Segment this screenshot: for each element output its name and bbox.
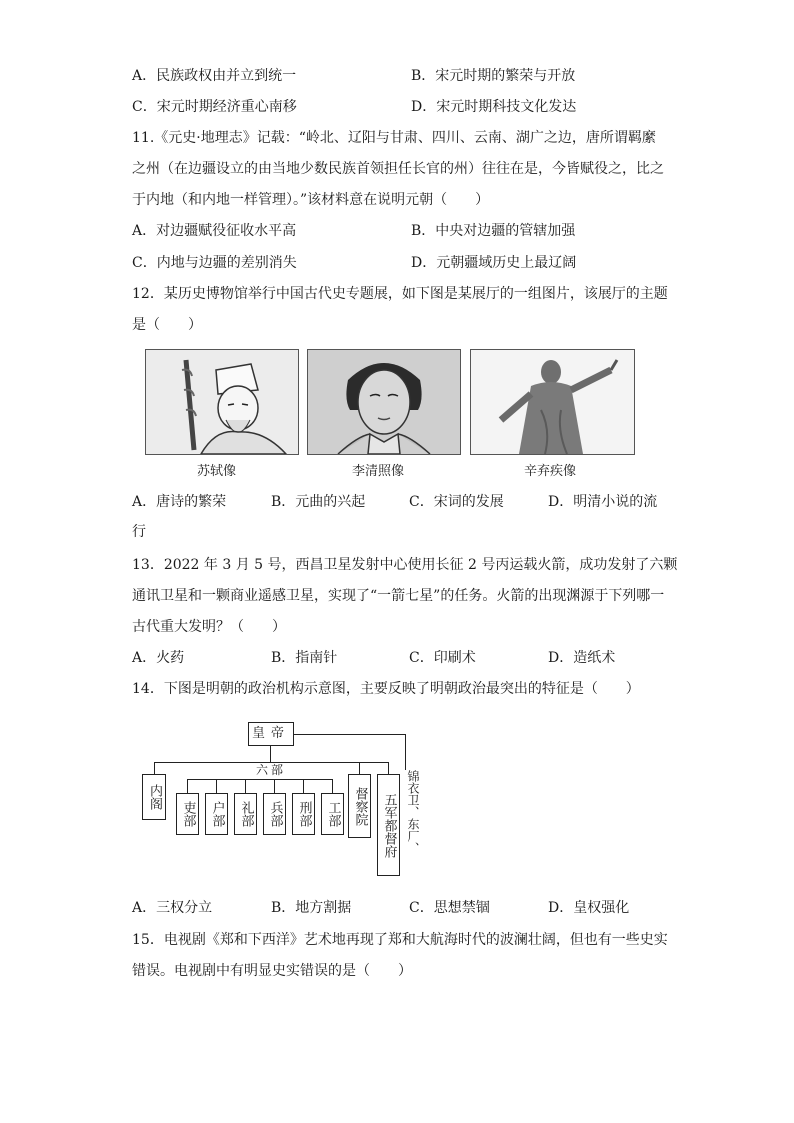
q15-stem-line2: 错误。电视剧中有明显史实错误的是（ ） [132,963,412,979]
q13-option-d: D．造纸术 [548,650,616,666]
q11-stem-line1: 11.《元史·地理志》记载：“岭北、辽阳与甘肃、四川、云南、湖广之边，唐所谓羁縻 [132,130,656,146]
q14-option-d: D．皇权强化 [548,900,630,916]
q14-option-c: C．思想禁锢 [409,900,490,916]
li-qingzhao-portrait [307,349,461,455]
q10-option-a: A．民族政权由并立到统一 [132,68,297,84]
neige-box: 内阁 [142,774,166,820]
q13-stem-line3: 古代重大发明？（ ） [132,619,286,635]
xin-qiji-statue [470,349,635,455]
caption-su-shi: 苏轼像 [197,464,237,479]
su-shi-portrait [145,349,299,455]
caption-xin-qiji: 辛弃疾像 [524,464,577,479]
q12-option-c: C．宋词的发展 [409,494,504,510]
liubu-label: 六部 [256,763,287,777]
q11-option-b: B．中央对边疆的管辖加强 [411,223,576,239]
q12-option-d: D．明清小说的流 [548,494,658,510]
q12-option-b: B．元曲的兴起 [271,494,366,510]
q13-stem-line1: 13．2022 年 3 月 5 号，西昌卫星发射中心使用长征 2 号丙运载火箭，成功发射了六颗 [132,557,678,573]
ministry-xing-box: 刑部 [292,793,315,835]
jinyiwei-dongchang-label: 锦衣卫、东厂、 [404,770,420,874]
ministry-hu-box: 户部 [205,793,228,835]
q12-option-d-wrap: 行 [132,524,146,540]
wujun-dudufu-box: 五军都督府 [377,774,400,876]
ministry-bing-box: 兵部 [263,793,286,835]
q15-stem-line1: 15．电视剧《郑和下西洋》艺术地再现了郑和大航海时代的波澜壮阔，但也有一些史实 [132,932,668,948]
q11-stem-line2: 之州（在边疆设立的由当地少数民族首领担任长官的州）往往在是，今皆赋役之，比之 [132,161,664,177]
ministry-gong-box: 工部 [321,793,344,835]
q14-option-b: B．地方割据 [271,900,352,916]
q12-stem-line1: 12．某历史博物馆举行中国古代史专题展，如下图是某展厅的一组图片，该展厅的主题 [132,286,668,302]
q12-stem-line2: 是（ ） [132,317,202,333]
q14-option-a: A．三权分立 [132,900,213,916]
q14-stem-line1: 14．下图是明朝的政治机构示意图，主要反映了明朝政治最突出的特征是（ ） [132,681,640,697]
q10-option-c: C．宋元时期经济重心南移 [132,99,297,115]
ministry-rites-box: 礼部 [234,793,257,835]
q13-option-a: A．火药 [132,650,185,666]
q11-option-a: A．对边疆赋役征收水平高 [132,223,297,239]
q10-option-d: D．宋元时期科技文化发达 [411,99,577,115]
caption-li-qingzhao: 李清照像 [352,464,405,479]
q12-option-a: A．唐诗的繁荣 [132,494,227,510]
q11-stem-line3: 于内地（和内地一样管理）。”该材料意在说明元朝（ ） [132,192,490,208]
q11-option-d: D．元朝疆域历史上最辽阔 [411,255,577,271]
q13-stem-line2: 通讯卫星和一颗商业遥感卫星，实现了“一箭七星”的任务。火箭的出现渊源于下列哪一 [132,588,665,604]
q13-option-b: B．指南针 [271,650,338,666]
duchayuan-box: 督察院 [348,774,371,838]
q10-option-b: B．宋元时期的繁荣与开放 [411,68,576,84]
emperor-box: 皇帝 [248,722,294,746]
q11-option-c: C．内地与边疆的差别消失 [132,255,297,271]
q13-option-c: C．印刷术 [409,650,476,666]
ministry-li-box: 吏部 [176,793,199,835]
